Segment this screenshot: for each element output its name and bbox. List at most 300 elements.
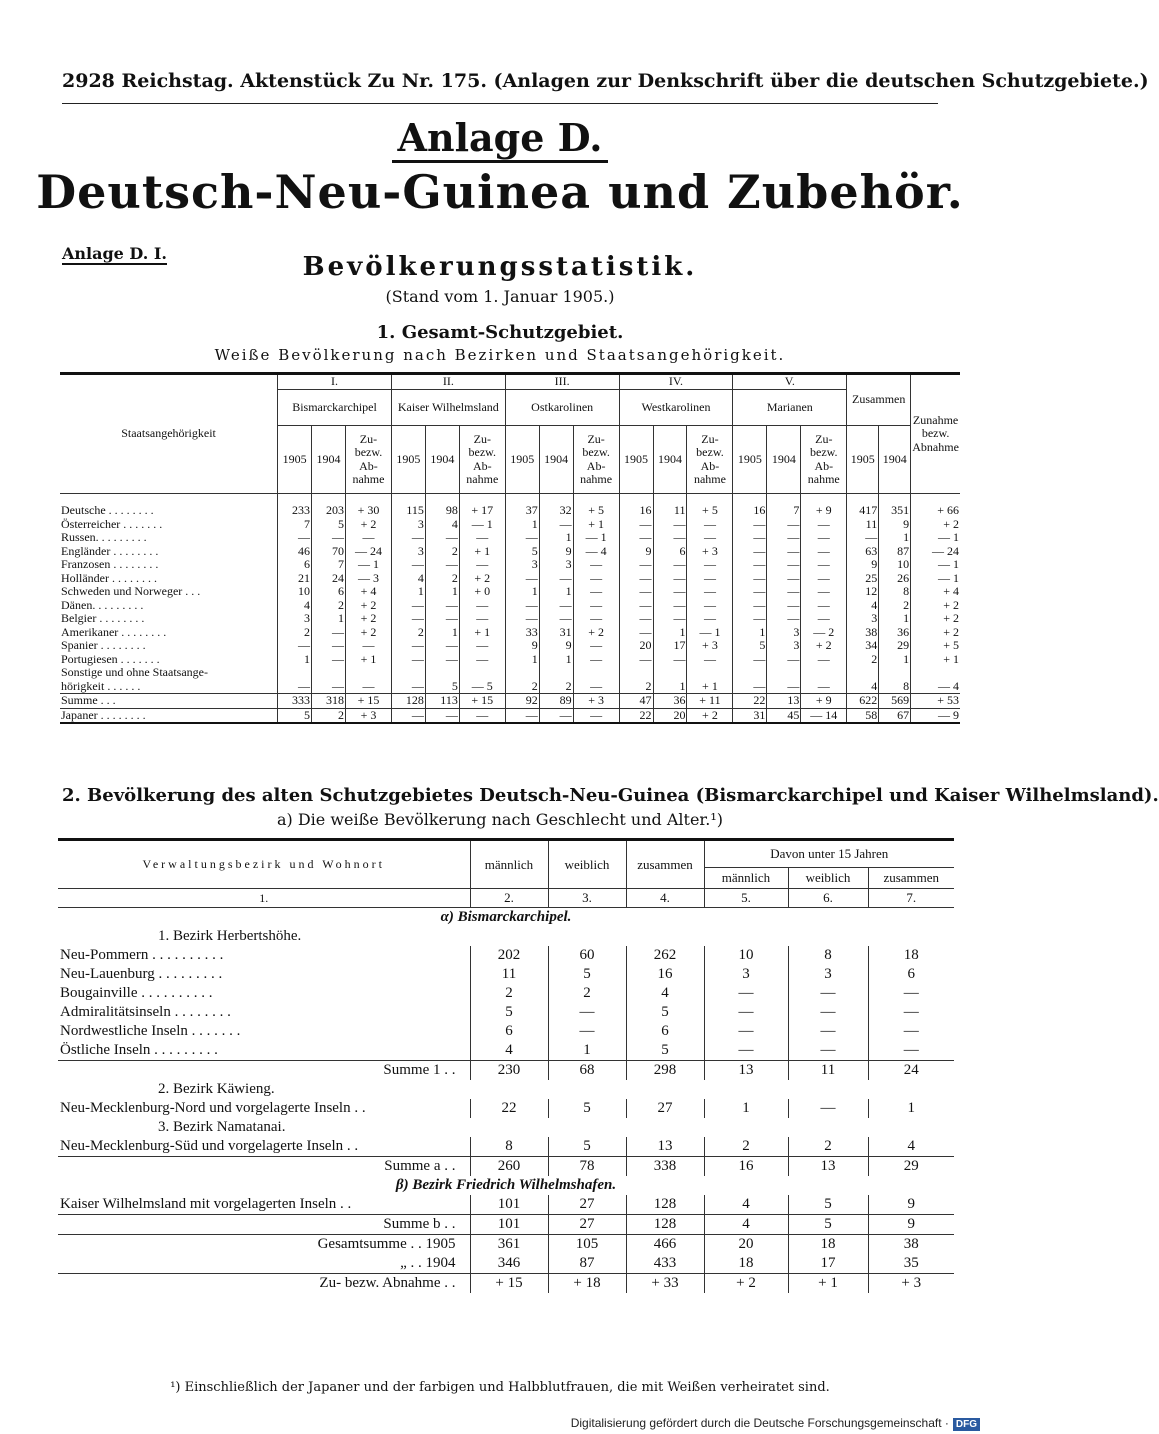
table-cell: + 30	[346, 494, 392, 518]
table-cell: 101	[470, 1215, 548, 1235]
table-cell: + 9	[801, 494, 847, 518]
table-cell: 4	[425, 518, 459, 532]
sub-1905: 1905	[391, 426, 425, 494]
table-cell: —	[459, 599, 505, 613]
col-maennlich: männlich	[470, 840, 548, 889]
row-label: Russen. . . . . . . . .	[61, 530, 147, 544]
table-cell: 1	[278, 653, 312, 667]
section1-title: 1. Gesamt-Schutzgebiet.	[376, 322, 624, 343]
table-cell: 63	[847, 545, 879, 559]
table-cell: —	[653, 612, 687, 626]
table-cell: —	[687, 653, 733, 667]
col-zusammen: Zusammen	[847, 374, 911, 426]
group-num: IV.	[619, 374, 733, 390]
table-cell	[733, 666, 767, 680]
table-cell: 67	[879, 708, 911, 723]
table-cell: 18	[704, 1254, 788, 1274]
table-cell: —	[278, 639, 312, 653]
statistics-title: Bevölkerungsstatistik.	[302, 252, 698, 282]
row-label: Summe 1 . .	[58, 1061, 470, 1081]
table-cell: —	[573, 653, 619, 667]
table-row	[60, 708, 960, 723]
sub-diff: Zu- bezw. Ab- nahme	[459, 426, 505, 494]
table-cell: 1	[879, 653, 911, 667]
table-cell: 11	[470, 965, 548, 984]
table-cell: — 24	[911, 545, 960, 559]
table-cell	[911, 666, 960, 680]
sub-1905: 1905	[733, 426, 767, 494]
table-cell: + 53	[911, 694, 960, 709]
table-cell: + 15	[459, 694, 505, 709]
table-cell: —	[391, 531, 425, 545]
table-row	[60, 694, 960, 709]
table-cell: —	[868, 984, 954, 1003]
table-cell: + 3	[687, 639, 733, 653]
table-cell: 128	[391, 694, 425, 709]
table-cell: 34	[847, 639, 879, 653]
row-label: Östliche Inseln . . . . . . . . .	[60, 1042, 218, 1058]
table-row	[60, 599, 960, 613]
table-cell: 1	[868, 1099, 954, 1118]
table-cell: + 1	[788, 1274, 868, 1294]
table-cell: —	[346, 680, 392, 694]
row-label: Dänen. . . . . . . . .	[61, 597, 144, 612]
table-cell: 361	[470, 1235, 548, 1255]
table-cell: —	[653, 599, 687, 613]
table-cell	[346, 666, 392, 680]
table-cell: —	[653, 558, 687, 572]
table-row	[58, 1003, 954, 1022]
table-cell: + 17	[459, 494, 505, 518]
table-cell: 4	[847, 599, 879, 613]
table-cell: 262	[626, 946, 704, 965]
table-cell: 31	[733, 708, 767, 723]
row-label: Sonstige und ohne Staatsange-	[61, 665, 208, 679]
table-cell: —	[687, 612, 733, 626]
table-cell: 5	[312, 518, 346, 532]
table-cell: 622	[847, 694, 879, 709]
table-cell: 1	[733, 626, 767, 640]
table-cell: 5	[626, 1041, 704, 1061]
col-weiblich: weiblich	[548, 840, 626, 889]
table-cell: 4	[470, 1041, 548, 1061]
table-cell: + 18	[548, 1274, 626, 1294]
table-cell: 101	[470, 1195, 548, 1215]
table-cell: 22	[619, 708, 653, 723]
table-cell: + 5	[687, 494, 733, 518]
table-cell: 32	[539, 494, 573, 518]
table-cell: 351	[879, 494, 911, 518]
table-body	[58, 908, 954, 1294]
table-cell: + 15	[470, 1274, 548, 1294]
table-cell: 5	[470, 1003, 548, 1022]
table-cell: + 4	[911, 585, 960, 599]
table-cell: + 2	[346, 612, 392, 626]
table-cell: —	[653, 518, 687, 532]
table-cell: 8	[470, 1137, 548, 1157]
table-cell: 9	[619, 545, 653, 559]
table-cell: 16	[733, 494, 767, 518]
table-cell: 3	[847, 612, 879, 626]
table-cell: —	[391, 558, 425, 572]
table-cell: 9	[879, 518, 911, 532]
row-label: Portugiesen . . . . . . .	[61, 651, 160, 666]
table-cell: —	[788, 1099, 868, 1118]
sub-1904: 1904	[425, 426, 459, 494]
table-cell: + 3	[346, 708, 392, 723]
table-cell: 16	[619, 494, 653, 518]
table-cell: 13	[788, 1157, 868, 1177]
table-cell: 3	[391, 545, 425, 559]
table-cell: 2	[619, 680, 653, 694]
table-cell: 1	[505, 585, 539, 599]
table-cell: 298	[626, 1061, 704, 1081]
table-cell: + 2	[704, 1274, 788, 1294]
table-row	[58, 1041, 954, 1061]
table-cell: 13	[704, 1061, 788, 1081]
table-row	[58, 965, 954, 984]
table-cell: —	[459, 531, 505, 545]
table-cell	[879, 666, 911, 680]
table-cell: —	[801, 680, 847, 694]
table-cell: — 3	[346, 572, 392, 586]
table-cell: + 3	[687, 545, 733, 559]
table-cell: — 9	[911, 708, 960, 723]
section-heading	[58, 1176, 954, 1195]
table-cell: — 5	[459, 680, 505, 694]
table-cell: —	[425, 653, 459, 667]
table-cell: — 4	[911, 680, 960, 694]
table-cell: 202	[470, 946, 548, 965]
table-cell: 5	[788, 1195, 868, 1215]
table-cell: —	[425, 639, 459, 653]
credit-text: Digitalisierung gefördert durch die Deutsche Forschungsgemeinschaft ·	[570, 1416, 949, 1430]
sub-1904: 1904	[312, 426, 346, 494]
table-row	[58, 1235, 954, 1255]
table-cell: —	[505, 572, 539, 586]
table-cell: 60	[548, 946, 626, 965]
table-cell: — 1	[911, 531, 960, 545]
table-cell: —	[767, 558, 801, 572]
table-cell: 9	[847, 558, 879, 572]
table-cell: 230	[470, 1061, 548, 1081]
table-cell: 346	[470, 1254, 548, 1274]
table-cell: 5	[733, 639, 767, 653]
table-cell: + 2	[459, 572, 505, 586]
table-cell: —	[704, 1022, 788, 1041]
table-cell: — 1	[687, 626, 733, 640]
table-cell: 4	[278, 599, 312, 613]
table-cell: —	[573, 639, 619, 653]
col-davon: Davon unter 15 Jahren	[704, 840, 954, 868]
table-cell: 1	[653, 680, 687, 694]
row-label: Gesamtsumme . . 1905	[58, 1235, 470, 1255]
table-cell: + 2	[346, 626, 392, 640]
anlage-d1-label: Anlage D. I.	[62, 244, 167, 263]
row-label: Zu- bezw. Abnahme . .	[58, 1274, 470, 1294]
table-cell: 21	[278, 572, 312, 586]
table-cell: —	[391, 599, 425, 613]
table-cell: + 33	[626, 1274, 704, 1294]
table-cell: —	[425, 531, 459, 545]
table-cell: 2	[548, 984, 626, 1003]
table-cell: —	[459, 653, 505, 667]
col-num: 6.	[788, 889, 868, 908]
table-cell: —	[278, 531, 312, 545]
table-cell: —	[868, 1041, 954, 1061]
table-cell: —	[801, 558, 847, 572]
table-cell: —	[767, 653, 801, 667]
table-row	[60, 653, 960, 667]
group-name: Marianen	[733, 390, 847, 426]
sub-1904: 1904	[767, 426, 801, 494]
table-cell: 35	[868, 1254, 954, 1274]
table-row	[60, 531, 960, 545]
table-cell: 3	[278, 612, 312, 626]
table-cell: 6	[312, 585, 346, 599]
table-cell: 26	[879, 572, 911, 586]
table-cell: 4	[868, 1137, 954, 1157]
table-cell: —	[505, 599, 539, 613]
table-cell: —	[687, 558, 733, 572]
page-header: 2928 Reichstag. Aktenstück Zu Nr. 175. (Anlagen zur Denkschrift über die deutschen Schutzgebiete.)	[62, 70, 1149, 92]
table-cell: 18	[788, 1235, 868, 1255]
table-cell: 1	[425, 626, 459, 640]
table-cell: 338	[626, 1157, 704, 1177]
table-cell: 105	[548, 1235, 626, 1255]
table-cell: 417	[847, 494, 879, 518]
section2-subtitle: a) Die weiße Bevölkerung nach Geschlecht und Alter.¹)	[276, 810, 724, 829]
table-cell: 17	[653, 639, 687, 653]
table-cell: 1	[425, 585, 459, 599]
table-cell: 4	[704, 1215, 788, 1235]
table-cell: 6	[470, 1022, 548, 1041]
table-cell: 24	[312, 572, 346, 586]
table-cell: —	[704, 1003, 788, 1022]
table-cell: —	[391, 680, 425, 694]
table-row	[60, 545, 960, 559]
dfg-logo: DFG	[953, 1418, 980, 1431]
table-cell: —	[788, 1041, 868, 1061]
table-cell: + 1	[687, 680, 733, 694]
table-cell: 13	[626, 1137, 704, 1157]
sub-diff: Zu- bezw. Ab- nahme	[687, 426, 733, 494]
table-cell: —	[653, 585, 687, 599]
row-label: Österreicher . . . . . . .	[61, 516, 163, 531]
table-cell: 6	[868, 965, 954, 984]
table-cell: —	[619, 531, 653, 545]
table-row	[58, 1157, 954, 1177]
group-num: I.	[278, 374, 392, 390]
table-cell: 16	[704, 1157, 788, 1177]
table-cell: 4	[847, 680, 879, 694]
table-cell: —	[767, 680, 801, 694]
table-cell: —	[733, 518, 767, 532]
table-cell: 9	[539, 639, 573, 653]
table-cell: 4	[626, 984, 704, 1003]
table-cell: 78	[548, 1157, 626, 1177]
table-cell: 1	[391, 585, 425, 599]
row-label: Neu-Pommern . . . . . . . . . .	[60, 947, 224, 963]
table-cell: 2	[539, 680, 573, 694]
sub-diff: Zu- bezw. Ab- nahme	[346, 426, 392, 494]
table-cell: —	[505, 612, 539, 626]
district-heading	[58, 927, 954, 946]
table-cell: —	[868, 1003, 954, 1022]
group-name: Bismarckarchipel	[278, 390, 392, 426]
table-cell: —	[312, 653, 346, 667]
table-cell: —	[788, 1003, 868, 1022]
table-cell: 5	[278, 708, 312, 723]
table-cell: —	[548, 1022, 626, 1041]
table-cell: —	[733, 545, 767, 559]
table-cell: + 0	[459, 585, 505, 599]
table-cell: 18	[868, 946, 954, 965]
row-label: Neu-Lauenburg . . . . . . . . .	[60, 966, 223, 982]
table-cell: 3	[767, 626, 801, 640]
table-cell: 68	[548, 1061, 626, 1081]
table-cell: 20	[619, 639, 653, 653]
table-row	[60, 585, 960, 599]
table-cell: 38	[847, 626, 879, 640]
table-cell: —	[687, 518, 733, 532]
table-cell: —	[312, 531, 346, 545]
table-cell: 36	[879, 626, 911, 640]
table-cell: 203	[312, 494, 346, 518]
table-cell: 1	[505, 653, 539, 667]
sub-1905: 1905	[847, 426, 879, 494]
table-cell: —	[619, 626, 653, 640]
table-cell: —	[733, 653, 767, 667]
table-cell	[539, 666, 573, 680]
table-cell: + 1	[459, 626, 505, 640]
table-cell: 2	[505, 680, 539, 694]
table-cell: + 3	[868, 1274, 954, 1294]
table-cell: —	[619, 599, 653, 613]
table-cell: + 5	[573, 494, 619, 518]
table-cell	[687, 666, 733, 680]
col-num: 1.	[58, 889, 470, 908]
table-cell: —	[653, 653, 687, 667]
district-heading-text: 1. Bezirk Herbertshöhe.	[158, 928, 302, 944]
table-cell: 37	[505, 494, 539, 518]
table-cell: —	[733, 599, 767, 613]
table-cell: 1	[539, 531, 573, 545]
row-label: hörigkeit . . . . . .	[61, 678, 141, 693]
table-population-by-district	[60, 372, 960, 724]
table-cell: 5	[505, 545, 539, 559]
row-label: Nordwestliche Inseln . . . . . . .	[60, 1023, 241, 1039]
table-cell: —	[312, 626, 346, 640]
table-cell: 3	[539, 558, 573, 572]
row-label: Deutsche . . . . . . . .	[61, 503, 154, 517]
table-cell: 3	[788, 965, 868, 984]
district-heading	[58, 1080, 954, 1099]
table-cell: 10	[704, 946, 788, 965]
table-cell: + 66	[911, 494, 960, 518]
table-cell: + 5	[911, 639, 960, 653]
row-label: Kaiser Wilhelmsland mit vorgelagerten Inseln . .	[60, 1196, 352, 1212]
row-label: Japaner . . . . . . . .	[60, 708, 278, 723]
col-zusammen: zusammen	[626, 840, 704, 889]
table-cell: —	[459, 639, 505, 653]
table-cell: 2	[312, 708, 346, 723]
table-cell: 2	[470, 984, 548, 1003]
table-cell: 11	[788, 1061, 868, 1081]
table-cell: 7	[767, 494, 801, 518]
table-cell: 1	[879, 531, 911, 545]
table-cell: 10	[879, 558, 911, 572]
table-cell: 9	[505, 639, 539, 653]
table-cell: —	[704, 984, 788, 1003]
table-cell: 1	[312, 612, 346, 626]
section2-title: 2. Bevölkerung des alten Schutzgebietes Deutsch-Neu-Guinea (Bismarckarchipel und Kaiser Wilhelmsland).	[62, 785, 1159, 806]
table-cell: 20	[653, 708, 687, 723]
table-cell: + 11	[687, 694, 733, 709]
table-row	[60, 558, 960, 572]
row-label: Admiralitätsinseln . . . . . . . .	[60, 1004, 231, 1020]
col-num: 7.	[868, 889, 954, 908]
table-cell: 87	[879, 545, 911, 559]
table-cell: —	[868, 1022, 954, 1041]
table-cell	[619, 666, 653, 680]
table-cell: 38	[868, 1235, 954, 1255]
table-cell	[801, 666, 847, 680]
group-name: Kaiser Wilhelmsland	[391, 390, 505, 426]
table-cell	[653, 666, 687, 680]
table-row	[58, 1022, 954, 1041]
table-cell: —	[459, 612, 505, 626]
col-num: 3.	[548, 889, 626, 908]
anlage-heading: Anlage D.	[0, 115, 1000, 160]
table-cell: 115	[391, 494, 425, 518]
section1-subtitle: Weiße Bevölkerung nach Bezirken und Staatsangehörigkeit.	[214, 346, 786, 364]
table-cell: — 4	[573, 545, 619, 559]
table-cell: —	[687, 585, 733, 599]
sub-diff: Zu- bezw. Ab- nahme	[801, 426, 847, 494]
table-cell: — 24	[346, 545, 392, 559]
table-cell: 47	[619, 694, 653, 709]
section-heading-text: α) Bismarckarchipel.	[440, 909, 572, 925]
section-heading	[58, 908, 954, 928]
table-cell: 1	[505, 518, 539, 532]
table-cell: —	[278, 680, 312, 694]
col-verwaltungsbezirk: Verwaltungsbezirk und Wohnort	[58, 840, 470, 889]
sub-diff: Zu- bezw. Ab- nahme	[573, 426, 619, 494]
table-cell: + 4	[346, 585, 392, 599]
row-label: Amerikaner . . . . . . . .	[61, 624, 167, 639]
table-cell: —	[425, 558, 459, 572]
table-cell: —	[801, 518, 847, 532]
table-cell	[391, 666, 425, 680]
col-weiblich-u15: weiblich	[788, 868, 868, 889]
table-cell: —	[704, 1041, 788, 1061]
table-row	[58, 1274, 954, 1294]
table-cell: 27	[626, 1099, 704, 1118]
sub-1905: 1905	[619, 426, 653, 494]
table-cell: —	[619, 653, 653, 667]
table-cell: —	[687, 572, 733, 586]
table-cell: 128	[626, 1215, 704, 1235]
footnote: ¹) Einschließlich der Japaner und der farbigen und Halbblutfrauen, die mit Weißen verheiratet sind.	[170, 1380, 830, 1395]
table-cell: 4	[391, 572, 425, 586]
row-label: Neu-Mecklenburg-Nord und vorgelagerte Inseln . .	[60, 1100, 366, 1116]
table-cell: 6	[278, 558, 312, 572]
col-maennlich-u15: männlich	[704, 868, 788, 889]
table-cell: 2	[425, 572, 459, 586]
page-title: Deutsch-Neu-Guinea und Zubehör.	[36, 165, 964, 219]
table-cell: 2	[788, 1137, 868, 1157]
